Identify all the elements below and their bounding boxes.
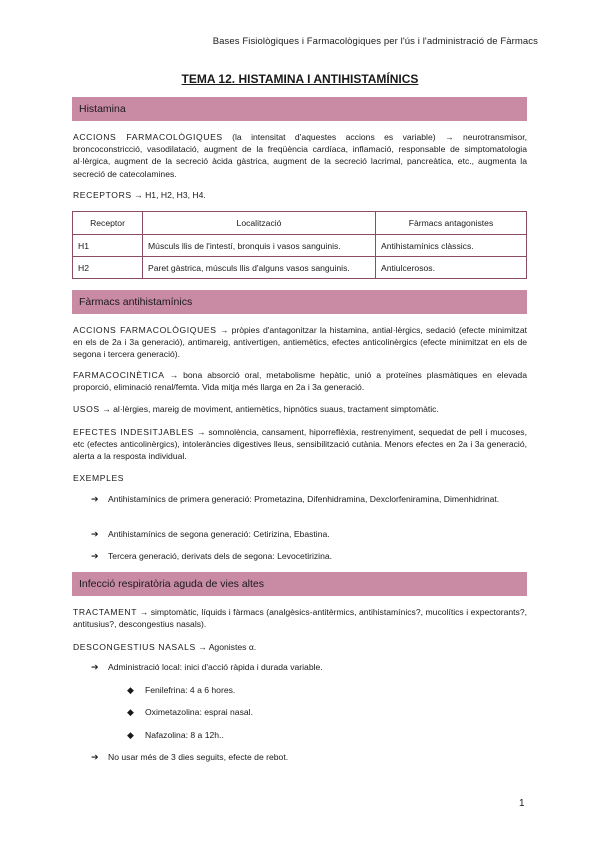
diamond-bullet-icon: ◆ xyxy=(127,685,134,695)
list-item: ➔ Administració local: inici d'acció ràpida i durada variable. xyxy=(91,662,323,672)
table-header-cell: Localització xyxy=(143,212,376,235)
accions-label: ACCIONS FARMACOLÒGIQUES xyxy=(73,132,223,142)
page-number: 1 xyxy=(519,798,525,809)
list-item: ➔ Antihistamínics de segona generació: Cetirizina, Ebastina. xyxy=(91,529,330,539)
list-item: ➔ Antihistamínics de primera generació: Prometazina, Difenhidramina, Dexclorfeniramina, Dimenhidrinat. xyxy=(91,494,500,504)
arrow-bullet-icon: ➔ xyxy=(91,529,99,539)
tractament-text: → simptomàtic, líquids i fàrmacs (analgèsics-antitèrmics, antihistamínics?, mucolítics i expectorants?, antitusius?, descongestius nasals). xyxy=(73,607,527,630)
descongestius-paragraph xyxy=(73,641,527,653)
tractament-paragraph xyxy=(73,606,527,630)
section-heading-infeccio: Infecció respiratòria aguda de vies altes xyxy=(72,572,527,596)
usos-label: USOS xyxy=(73,404,100,414)
table-header-cell: Fàrmacs antagonistes xyxy=(376,212,527,235)
accions-text: (la intensitat d'aquestes accions es variable) → neurotransmisor, broncoconstricció, vasodilatació, augment de la freqüència cardíaca, inflamació, responsable de simptomatologia al·lèrgica, augment de la secreció àcida gàstrica, augment de la secreció lacrimal, pancreàtica, etc., augmenta la secreció de catecolamines. xyxy=(73,132,527,179)
efectes-text: → somnolència, cansament, hiporreflèxia, restrenyiment, sequedat de pell i mucoses, etc (efectes anticolinèrgics), intoleràncies digestives lleus, sensibilització cutània. Menors efectes en 2a i 3a generació, alerta a la resposta individual. xyxy=(73,427,527,462)
tractament-label: TRACTAMENT xyxy=(73,607,138,617)
list-item: ➔ No usar més de 3 dies seguits, efecte de rebot. xyxy=(91,752,289,762)
list-item: ➔ Tercera generació, derivats dels de segona: Levocetirizina. xyxy=(91,551,333,561)
histamina-accions-paragraph xyxy=(73,131,527,180)
page-title: TEMA 12. HISTAMINA I ANTIHISTAMÍNICS xyxy=(181,72,419,86)
table-row xyxy=(73,235,527,257)
diamond-bullet-icon: ◆ xyxy=(127,707,134,717)
descongestius-label: DESCONGESTIUS NASALS xyxy=(73,642,196,652)
section-heading-histamina: Histamina xyxy=(72,97,527,121)
receptors-table xyxy=(72,211,527,279)
descongestius-text: → Agonistes α. xyxy=(195,642,257,652)
table-cell: H2 xyxy=(73,257,143,279)
accions-label: ACCIONS FARMACOLÒGIQUES xyxy=(73,325,217,335)
table-cell: Antiulcerosos. xyxy=(376,257,527,279)
table-cell: Antihistamínics clàssics. xyxy=(376,235,527,257)
efectes-label: EFECTES INDESITJABLES xyxy=(73,427,195,437)
exemples-label: EXEMPLES xyxy=(73,473,125,483)
usos-paragraph xyxy=(73,403,527,415)
list-item: ◆ Fenilefrina: 4 a 6 hores. xyxy=(127,685,236,695)
usos-text: → al·lèrgies, mareig de moviment, antiemètics, hipnòtics suaus, tractament simptomàtic. xyxy=(99,404,439,414)
arrow-bullet-icon: ➔ xyxy=(91,551,99,561)
accions-text: → pròpies d'antagonitzar la histamina, antial·lèrgics, sedació (efecte minimitzat en els de 2a i 3a generació), antimareig, antivertigen, antiemètics, efectes anticolinèrgics (efecte minimitzat en els de segona i tercera generació). xyxy=(73,325,527,360)
table-header-cell: Receptor xyxy=(73,212,143,235)
table-cell: H1 xyxy=(73,235,143,257)
efectes-paragraph xyxy=(73,426,527,463)
farmacocinetica-paragraph xyxy=(73,369,527,393)
table-cell: Músculs llis de l'intestí, bronquis i vasos sanguinis. xyxy=(143,235,376,257)
farmacocinetica-label: FARMACOCINÈTICA xyxy=(73,370,165,380)
table-header-row xyxy=(73,212,527,235)
receptors-label: RECEPTORS xyxy=(73,190,132,200)
arrow-bullet-icon: ➔ xyxy=(91,494,99,504)
antihist-accions-paragraph xyxy=(73,324,527,361)
receptors-paragraph xyxy=(73,189,527,201)
arrow-bullet-icon: ➔ xyxy=(91,752,99,762)
table-row xyxy=(73,257,527,279)
receptors-text: → H1, H2, H3, H4. xyxy=(131,190,206,200)
list-item: ◆ Oximetazolina: esprai nasal. xyxy=(127,707,253,717)
arrow-bullet-icon: ➔ xyxy=(91,662,99,672)
list-item: ◆ Nafazolina: 8 a 12h.. xyxy=(127,730,224,740)
table-cell: Paret gàstrica, músculs llis d'alguns vasos sanguinis. xyxy=(143,257,376,279)
running-header: Bases Fisiològiques i Farmacològiques per l'ús i l'administració de Fàrmacs xyxy=(212,36,538,47)
section-heading-antihistaminics: Fàrmacs antihistamínics xyxy=(72,290,527,314)
diamond-bullet-icon: ◆ xyxy=(127,730,134,740)
farmacocinetica-text: → bona absorció oral, metabolisme hepàtic, unió a proteïnes plasmàtiques en elevada proporció, eliminació renal/femta. Vida mitja més llarga en 2a i 3a generació. xyxy=(73,370,527,393)
